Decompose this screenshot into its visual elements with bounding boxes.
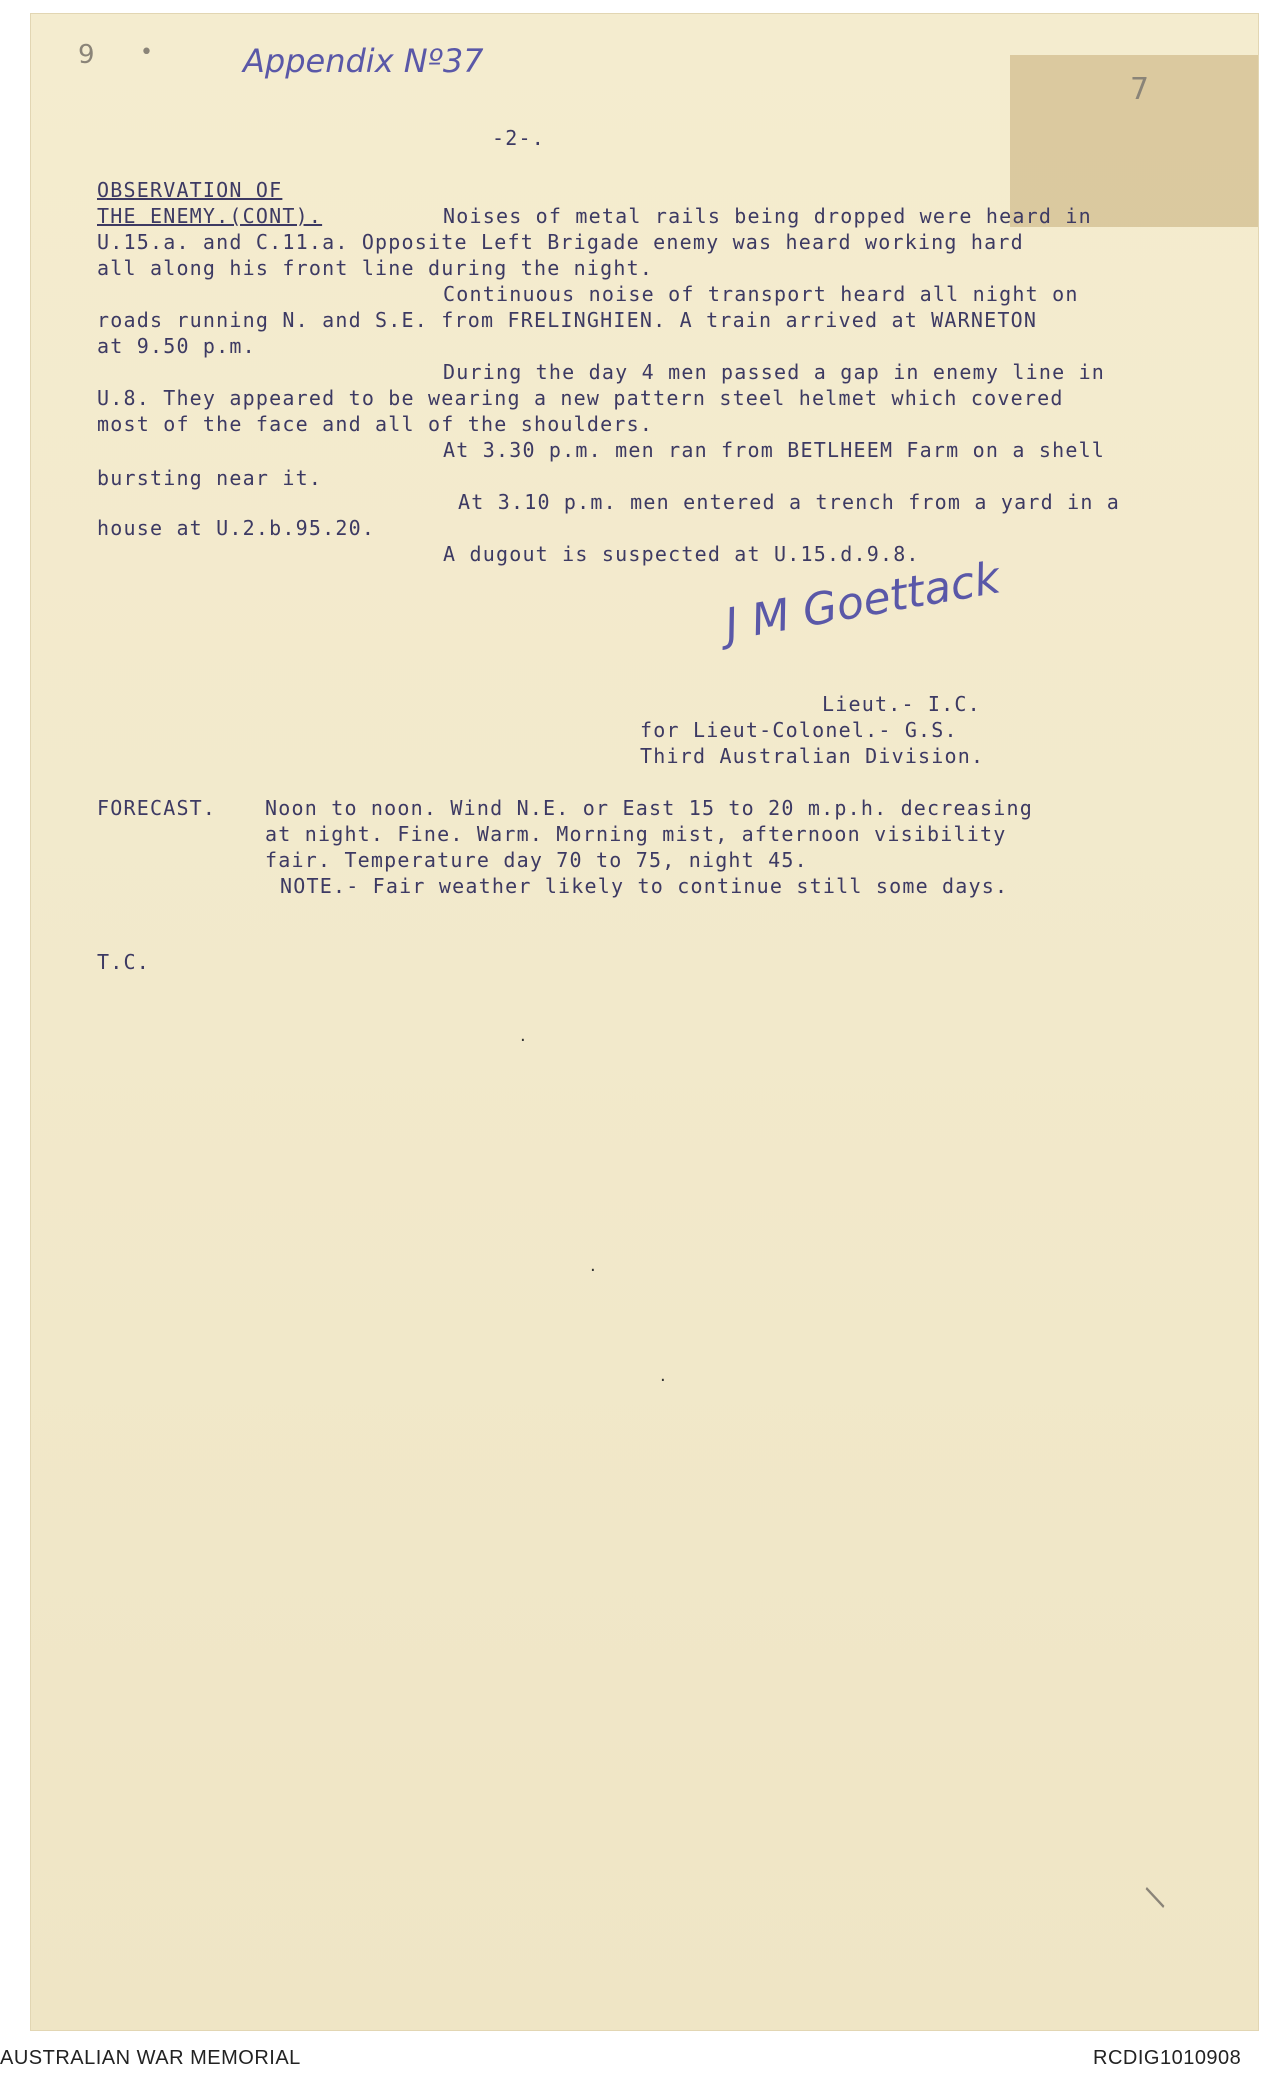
section-heading-line-1: OBSERVATION OF <box>97 178 283 202</box>
stray-mark: · <box>660 1370 666 1391</box>
forecast-line: Noon to noon. Wind N.E. or East 15 to 20 m.p.h. decreasing <box>265 796 1033 820</box>
section-heading-line-2: THE ENEMY.(CONT). <box>97 204 323 228</box>
stray-mark: · <box>590 1260 596 1281</box>
body-line: all along his front line during the night. <box>97 256 654 280</box>
stray-mark: · <box>520 1030 526 1051</box>
body-line: At 3.30 p.m. men ran from BETLHEEM Farm on a shell <box>443 438 1106 462</box>
corner-mark: 7 <box>1130 72 1150 107</box>
body-line: Noises of metal rails being dropped were heard in <box>443 204 1092 228</box>
appendix-label: Appendix Nº37 <box>243 42 484 80</box>
body-line: At 3.10 p.m. men entered a trench from a yard in a <box>458 490 1121 514</box>
pencil-tick: • <box>140 40 153 65</box>
footer-archive-name: AUSTRALIAN WAR MEMORIAL <box>0 2047 301 2069</box>
forecast-line: at night. Fine. Warm. Morning mist, afternoon visibility <box>265 822 1007 846</box>
body-line: at 9.50 p.m. <box>97 334 256 358</box>
body-line: most of the face and all of the shoulders. <box>97 412 654 436</box>
body-line: U.15.a. and C.11.a. Opposite Left Brigade enemy was heard working hard <box>97 230 1024 254</box>
body-line: U.8. They appeared to be wearing a new pattern steel helmet which covered <box>97 386 1064 410</box>
pencil-page-number: 9 <box>78 40 95 70</box>
body-line: During the day 4 men passed a gap in enemy line in <box>443 360 1106 384</box>
body-line: house at U.2.b.95.20. <box>97 516 376 540</box>
typist-initials: T.C. <box>97 950 150 974</box>
signature-division: Third Australian Division. <box>640 744 985 768</box>
signature-handwritten: J M Goettack <box>721 552 1004 651</box>
body-line: A dugout is suspected at U.15.d.9.8. <box>443 542 920 566</box>
forecast-note: NOTE.- Fair weather likely to continue still some days. <box>280 874 1009 898</box>
page-number: -2-. <box>492 126 545 150</box>
footer-record-id: RCDIG1010908 <box>1093 2047 1242 2069</box>
body-line: Continuous noise of transport heard all night on <box>443 282 1079 306</box>
forecast-label: FORECAST. <box>97 796 217 820</box>
forecast-line: fair. Temperature day 70 to 75, night 45. <box>265 848 808 872</box>
signature-for: for Lieut-Colonel.- G.S. <box>640 718 958 742</box>
pencil-margin-mark: / <box>1137 1884 1173 1911</box>
body-line: roads running N. and S.E. from FRELINGHIEN. A train arrived at WARNETON <box>97 308 1038 332</box>
body-line: bursting near it. <box>97 466 323 490</box>
signature-rank: Lieut.- I.C. <box>822 692 981 716</box>
